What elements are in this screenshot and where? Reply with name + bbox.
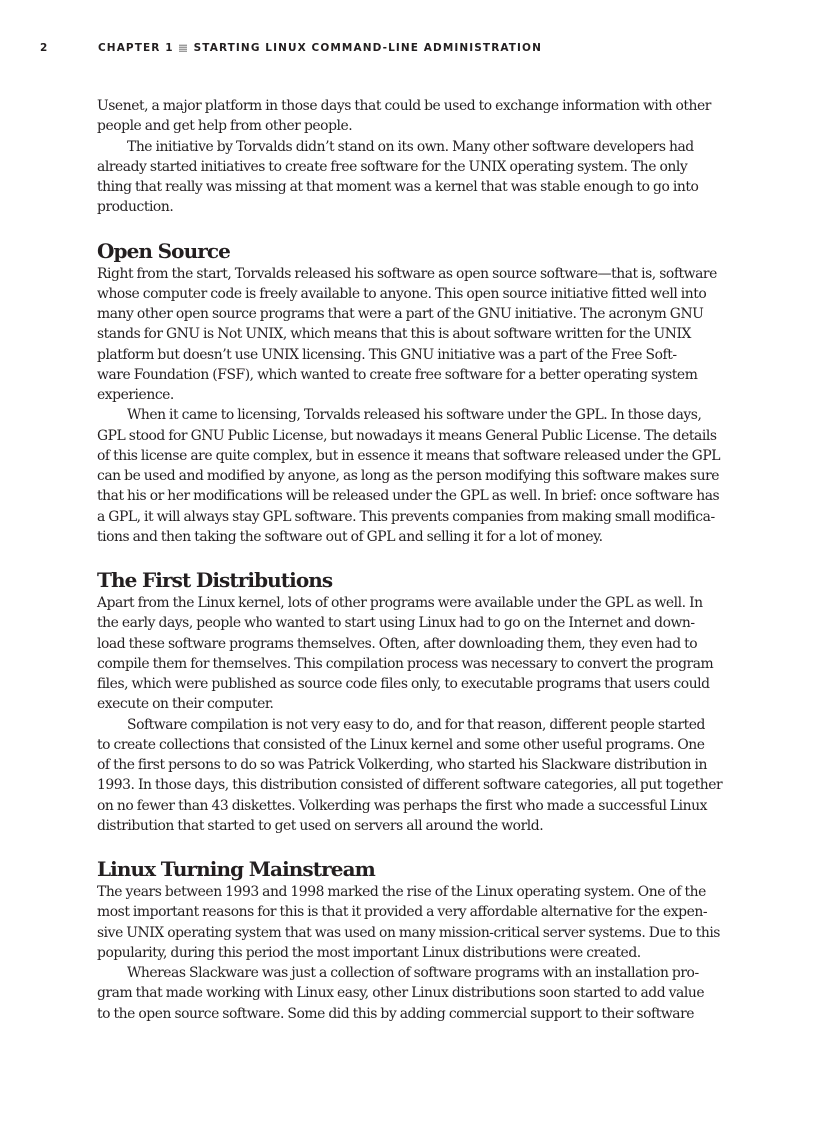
text-line: that his or her modifications will be released under the GPL as well. In brief: once software has	[97, 488, 720, 505]
text-line: to the open source software. Some did this by adding commercial support to their software	[97, 1005, 695, 1022]
running-head	[98, 42, 542, 54]
text-line: tions and then taking the software out of GPL and selling it for a lot of money.	[97, 528, 603, 545]
section-heading: The First Distributions	[97, 568, 333, 592]
section-first-distributions	[97, 567, 722, 836]
text-line: gram that made working with Linux easy, other Linux distributions soon started to add value	[97, 985, 705, 1002]
paragraph	[97, 882, 722, 963]
text-line: already started initiatives to create free software for the UNIX operating system. The only	[97, 158, 688, 175]
text-line: GPL stood for GNU Public License, but nowadays it means General Public License. The details	[97, 427, 717, 444]
chapter-title: STARTING LINUX COMMAND-LINE ADMINISTRATION	[193, 42, 542, 54]
section-linux-turning-mainstream	[97, 856, 722, 1024]
text-line: The initiative by Torvalds didn’t stand on its own. Many other software developers had	[127, 138, 694, 155]
text-line: of this license are quite complex, but in essence it means that software released under the GPL	[97, 447, 720, 464]
text-line: most important reasons for this is that it provided a very affordable alternative for the expen-	[97, 904, 708, 921]
text-line: a GPL, it will always stay GPL software. This prevents companies from making small modifica-	[97, 508, 715, 525]
text-line: can be used and modified by anyone, as long as the person modifying this software makes sure	[97, 468, 720, 484]
intro-paragraph-1	[97, 96, 722, 137]
text-line: Whereas Slackware was just a collection of software programs with an installation pro-	[127, 965, 699, 981]
text-line: execute on their computer.	[97, 696, 274, 713]
text-line: The years between 1993 and 1998 marked the rise of the Linux operating system. One of the	[97, 884, 706, 900]
text-line: on no fewer than 43 diskettes. Volkerding was perhaps the first who made a successful Linux	[97, 797, 708, 814]
paragraph	[97, 715, 722, 837]
text-line: Usenet, a major platform in those days that could be used to exchange information with other	[97, 98, 711, 114]
text-line: compile them for themselves. This compilation process was necessary to convert the program	[97, 655, 714, 672]
text-line: sive UNIX operating system that was used on many mission-critical server systems. Due to this	[97, 924, 720, 941]
page-number: 2	[40, 42, 49, 54]
section-heading: Open Source	[97, 238, 230, 263]
paragraph	[97, 264, 722, 406]
text-line: of the first persons to do so was Patrick Volkerding, who started his Slackware distribution in	[97, 757, 707, 773]
text-line: Apart from the Linux kernel, lots of other programs were available under the GPL as well. In	[97, 595, 703, 611]
text-line: production.	[97, 199, 174, 216]
paragraph	[97, 963, 722, 1024]
page-body	[97, 96, 722, 1024]
text-line: thing that really was missing at that moment was a kernel that was stable enough to go into	[97, 179, 699, 195]
intro-paragraph-2	[97, 137, 722, 218]
running-header	[0, 42, 816, 58]
text-line: load these software programs themselves. Often, after downloading them, they even had to	[97, 635, 698, 652]
section-open-source	[97, 238, 722, 548]
text-line: files, which were published as source code files only, to executable programs that users could	[97, 676, 710, 692]
paragraph	[97, 405, 722, 547]
text-line: the early days, people who wanted to start using Linux had to go on the Internet and down-	[97, 615, 695, 632]
separator-square-icon	[179, 44, 187, 52]
text-line: whose computer code is freely available to anyone. This open source initiative fitted well into	[97, 285, 707, 302]
text-line: Right from the start, Torvalds released his software as open source software—that is, software	[97, 265, 717, 282]
text-line: distribution that started to get used on servers all around the world.	[97, 817, 544, 834]
text-line: When it came to licensing, Torvalds released his software under the GPL. In those days,	[127, 407, 702, 424]
text-line: Software compilation is not very easy to do, and for that reason, different people started	[127, 716, 705, 733]
section-heading: Linux Turning Mainstream	[97, 857, 375, 881]
text-line: people and get help from other people.	[97, 118, 353, 135]
text-line: 1993. In those days, this distribution consisted of different software categories, all put together	[97, 777, 723, 794]
chapter-label: CHAPTER 1	[98, 42, 174, 54]
paragraph	[97, 593, 722, 715]
text-line: popularity, during this period the most important Linux distributions were created.	[97, 944, 641, 961]
text-line: many other open source programs that were a part of the GNU initiative. The acronym GNU	[97, 306, 704, 322]
text-line: ware Foundation (FSF), which wanted to create free software for a better operating system	[97, 366, 698, 383]
text-line: to create collections that consisted of the Linux kernel and some other useful programs. One	[97, 736, 705, 753]
text-line: platform but doesn’t use UNIX licensing. This GNU initiative was a part of the Free Soft-	[97, 346, 677, 363]
text-line: experience.	[97, 387, 174, 403]
text-line: stands for GNU is Not UNIX, which means that this is about software written for the UNIX	[97, 326, 691, 343]
